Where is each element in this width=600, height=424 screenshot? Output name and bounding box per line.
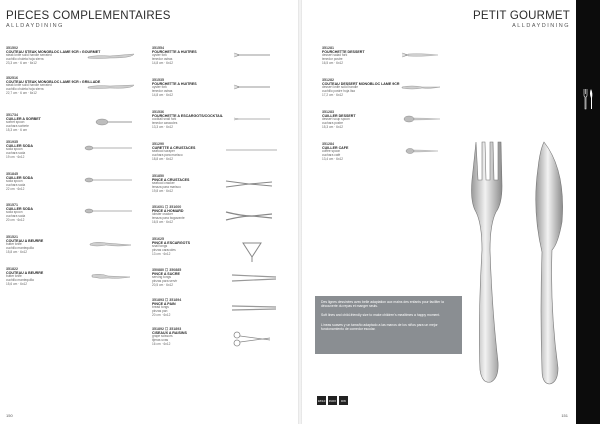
dessert-fork-image xyxy=(400,50,440,60)
product-item: 351284 CUILLER CAFE coffee spoon cuchara café 13,4 cm · 6x12 xyxy=(322,142,452,172)
product-item: 351893 ☐ 351894 PINCE A PAIN bread tongs pinzas pan 20 cm · 6x12 xyxy=(152,298,282,328)
steak-knife-image xyxy=(86,50,136,62)
steel-badge-icon: 18/10 xyxy=(317,396,326,405)
sorbet-spoon-image xyxy=(94,117,134,127)
badge-row xyxy=(317,396,348,405)
product-item: 351734 CUILLER A SORBET sorbet spoon cuchara sorbete 15,3 cm · 6 cm xyxy=(6,113,136,143)
seafood-scraper-image xyxy=(224,146,279,154)
grape-scissors-image xyxy=(232,331,272,347)
sugar-tongs-image xyxy=(230,272,278,284)
product-item: 351601 ☐ 351600 PINCE A HOMARD lobster cracker tenaza para bogavante 16,5 cm · 6x12 xyxy=(152,205,282,235)
product-item: 351281 FOURCHETTE DESSERT dessert salad fork tenedor postre 16,5 cm · 6x12 xyxy=(322,46,452,76)
info-box: Des lignes dessinées avec belle adaptation aux mains des enfants pour faciliter la découverte du repas et manger seuls. Soft lines and child-friendly size to make children's mealtimes a happy moment. Líneas suaves y un tamaño adaptado a las manos de los niños para un mejor funcionamiento de comedor escolar. xyxy=(315,296,462,354)
soda-spoon-image xyxy=(84,144,134,152)
product-item: 351850 PINCE A CRUSTACES seafood cracker tenaza para marisco 19,8 cm · 6x12 xyxy=(152,174,282,204)
left-page-subtitle: ALLDAYDINING xyxy=(6,23,64,29)
product-item: 351282 COUTEAU DESSERT MONOBLOC LAME 9CR dessert knife solid handle cuchillo postre hoja lisa 17,2 cm · 6x12 xyxy=(322,78,452,108)
product-item: 351892 ☐ 351893 CISEAUX A RAISINS grape scissors tijeras uvas 16 cm · 6x12 xyxy=(152,327,282,357)
product-item: 351521 COUTEAU A BEURRE butter knife cuchillo mantequilla 15,8 cm · 6x12 xyxy=(6,235,136,265)
butter-knife-image xyxy=(88,239,133,249)
snail-fork-image xyxy=(232,114,272,124)
soda-spoon-image xyxy=(84,176,134,184)
product-item: 351625 PINCE A ESCARGOTS snail tongs pinzas caracoles 13 cm · 6x12 xyxy=(152,237,282,267)
product-item: 351283 CUILLER DESSERT dessert soup spoon cuchara postre 15,3 cm · 6x12 xyxy=(322,110,452,140)
cutlery-icon xyxy=(582,88,594,110)
product-item: 351290 CURETTE A CRUSTACES seafood scraper cuchara para marisco 18,8 cm · 6x12 xyxy=(152,142,282,172)
left-page-title: PIECES COMPLEMENTAIRES xyxy=(6,10,171,22)
product-item: 350880 ☐ 350885 PINCE A SUCRE serving tongs pinzas para servir 20,5 cm · 6x12 xyxy=(152,268,282,298)
grill-knife-image xyxy=(86,80,136,92)
side-tab xyxy=(576,0,600,424)
bread-tongs-image xyxy=(230,302,278,314)
product-item: 351536 FOURCHETTE A ESCARGOTS/COCKTAIL cocktail snail fork tenedor caracoles 13,3 cm · 6x12 xyxy=(152,110,282,140)
product-item: 351571 CUILLER SODA soda spoon cuchara soda 20 cm · 6x12 xyxy=(6,203,136,233)
soda-spoon-image xyxy=(84,207,134,215)
product-item: 352516 COUTEAU STEAK MONOBLOC LAME 9CR • GRILLADE steak knife solid handle serrated cuchillo chuleta hoja sierra 22,7 cm · 6 cm · 6x12 xyxy=(6,76,136,106)
product-item: 351502 COUTEAU STEAK MONOBLOC LAME 9CR • GOURMET steak knife solid handle serrated cuchillo chuleta hoja sierra 23,3 cm · 6 cm · 6x12 xyxy=(6,46,136,76)
right-page-title: PETIT GOURMET xyxy=(473,10,570,22)
inox-badge-icon: INOX xyxy=(328,396,337,405)
product-item: 351822 COUTEAU A BEURRE butter knife cuchillo mantequilla 15,6 cm · 6x12 xyxy=(6,267,136,297)
coffee-spoon-image xyxy=(404,146,440,156)
product-item: 351845 CUILLER SODA soda spoon cuchara soda 22 cm · 6x12 xyxy=(6,172,136,202)
right-page-subtitle: ALLDAYDINING xyxy=(512,23,570,29)
dessert-spoon-image xyxy=(402,114,442,124)
oyster-fork-image xyxy=(232,82,272,92)
product-item: 351535 FOURCHETTE A HUITRES oyster fork tenedor ostras 14,8 cm · 6x12 xyxy=(152,78,282,108)
page-number: 151 xyxy=(561,413,568,418)
product-item: 351554 FOURCHETTE A HUITRES oyster fork tenedor ostras 14,8 cm · 6x12 xyxy=(152,46,282,76)
snail-tongs-image xyxy=(237,241,267,263)
page-number: 150 xyxy=(6,413,13,418)
left-page xyxy=(0,0,298,424)
right-page xyxy=(302,0,600,424)
dessert-knife-image xyxy=(400,82,442,92)
seafood-cracker-image xyxy=(224,178,274,190)
fork-knife-photo xyxy=(458,140,578,390)
dishwasher-badge-icon: DW xyxy=(339,396,348,405)
product-item: 351935 CUILLER SODA soda spoon cuchara soda 19 cm · 6x12 xyxy=(6,140,136,170)
oyster-fork-image xyxy=(232,50,272,60)
lobster-cracker-image xyxy=(224,209,274,223)
butter-knife-image xyxy=(90,271,132,281)
